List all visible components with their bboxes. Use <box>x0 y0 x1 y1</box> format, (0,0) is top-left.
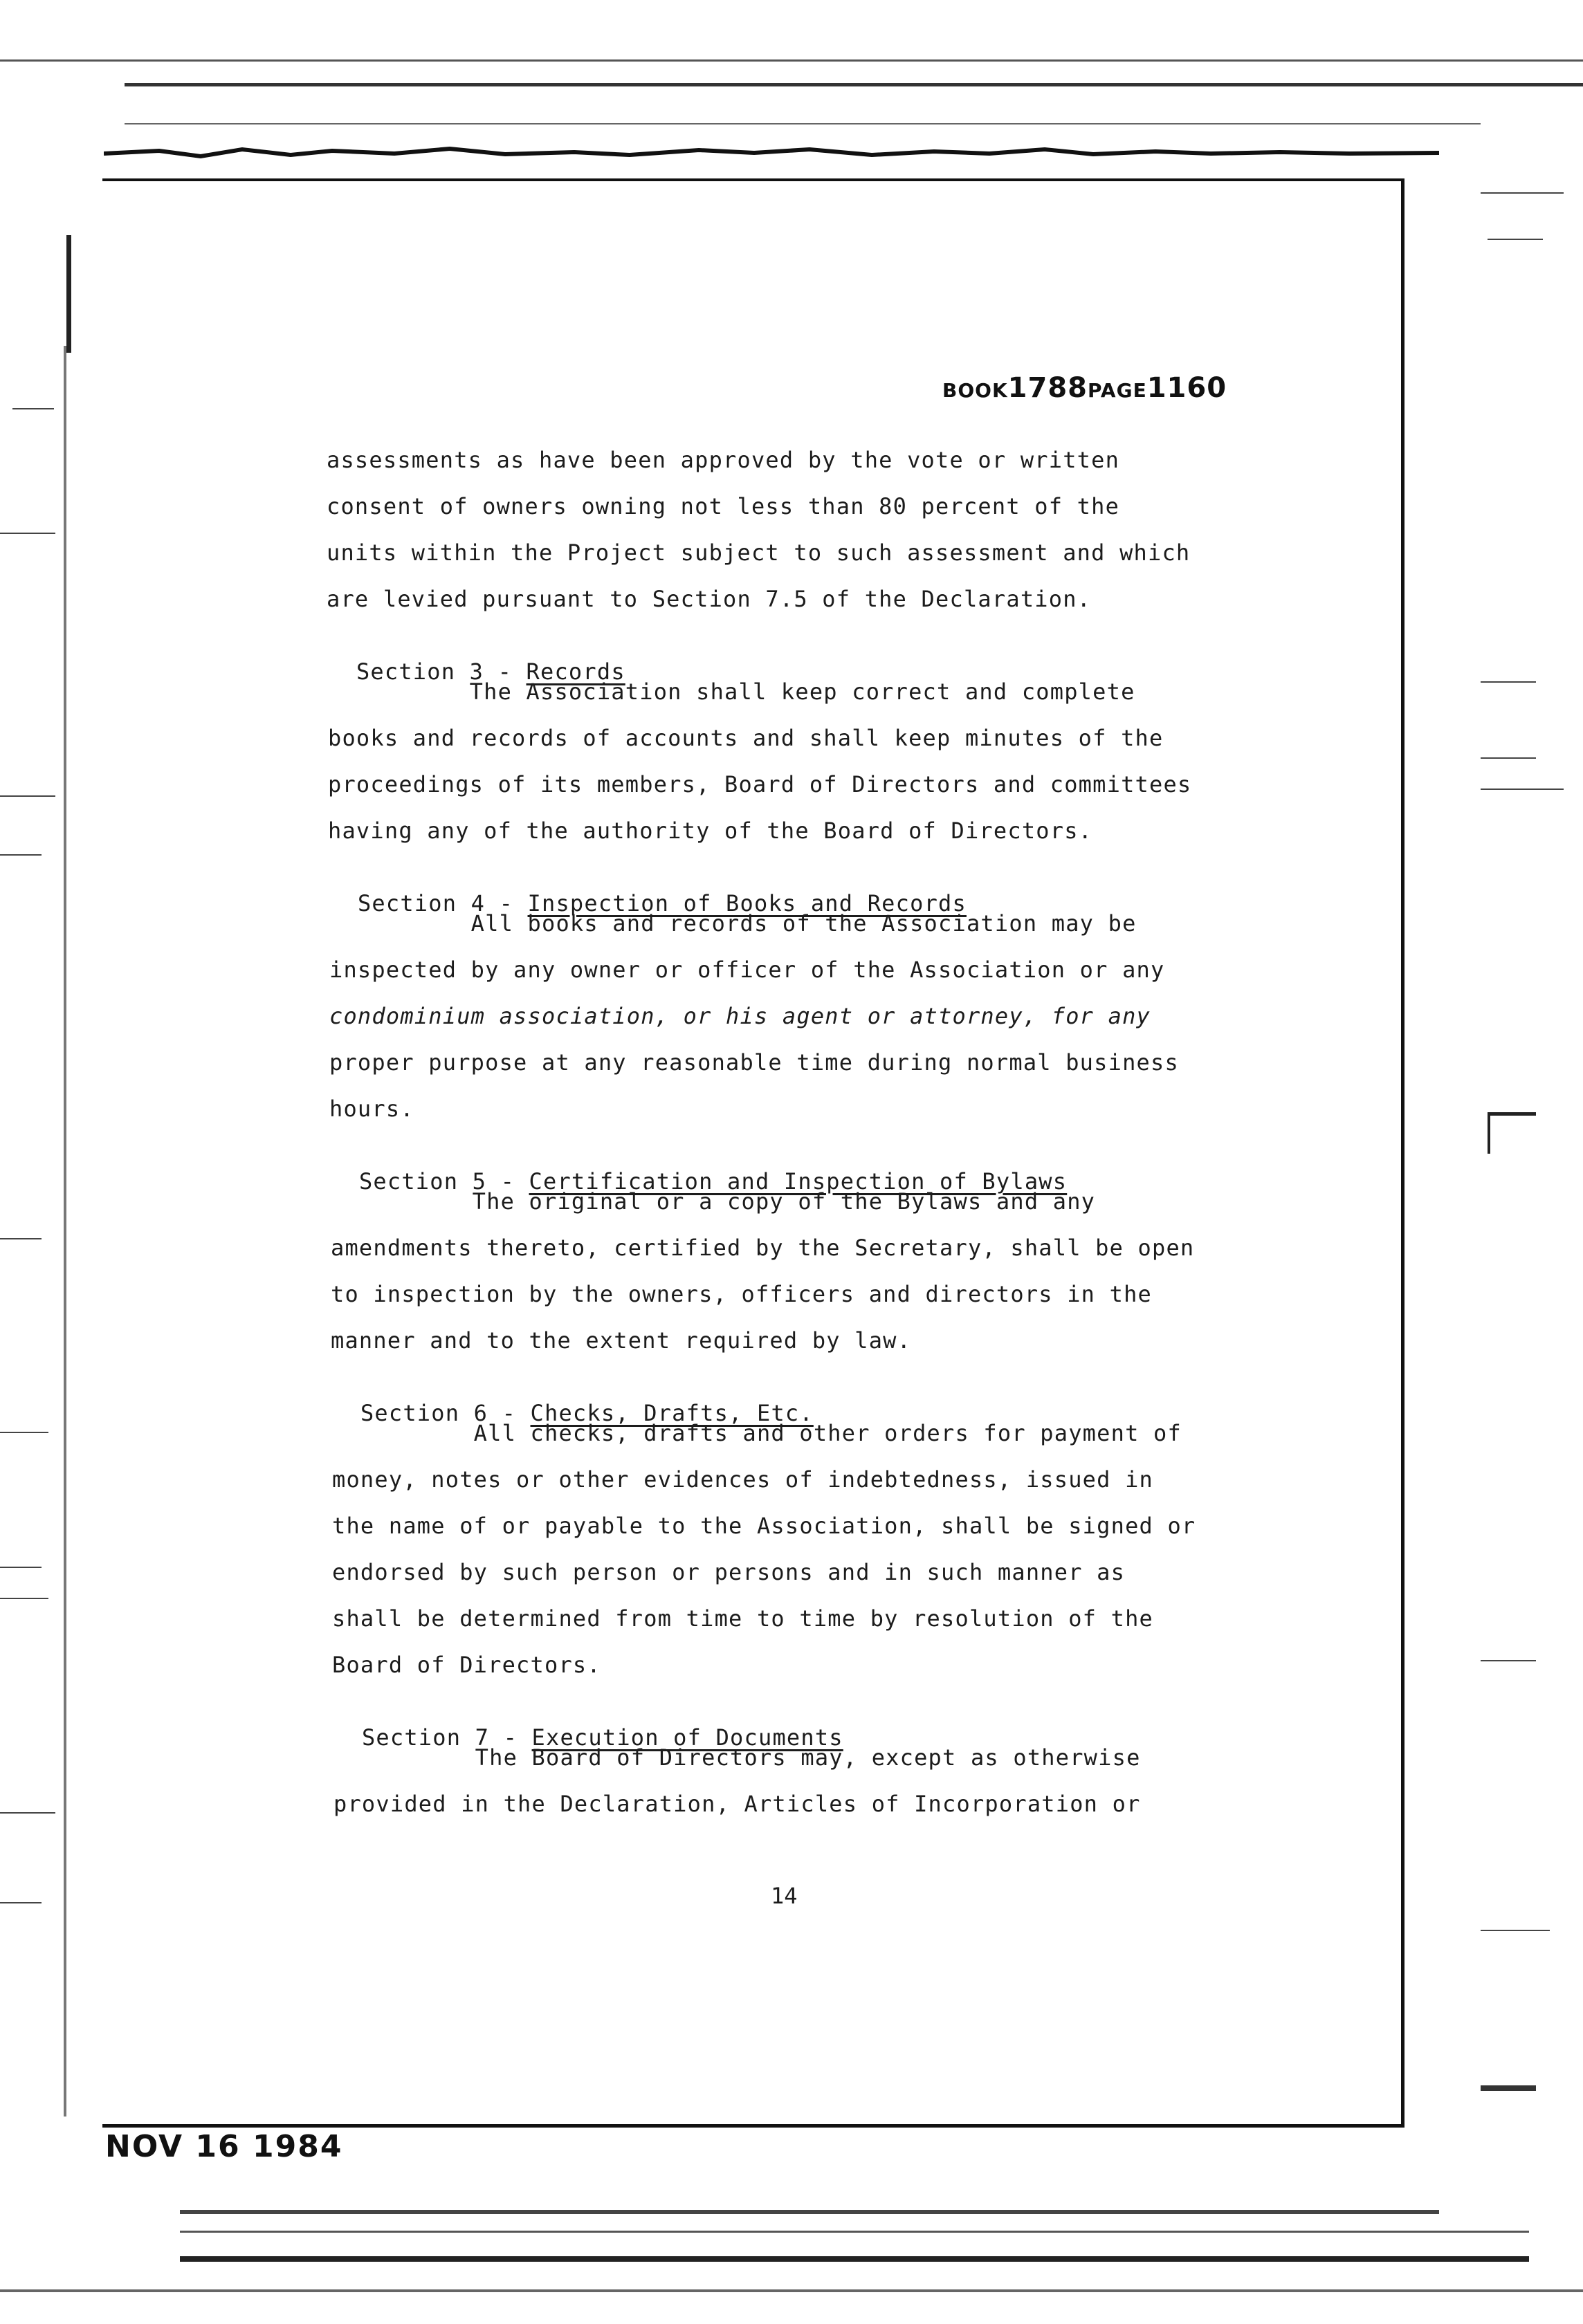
body-line: to inspection by the owners, officers and directors in the <box>331 1281 1153 1307</box>
scan-border-bottom-4 <box>0 2289 1583 2292</box>
scan-left-bar-2 <box>64 346 66 2116</box>
scan-mark <box>1481 681 1536 683</box>
scan-border-bottom-3 <box>180 2256 1529 2262</box>
scan-border-top <box>0 59 1583 62</box>
body-line: manner and to the extent required by law. <box>331 1327 912 1354</box>
section-prefix: Section 7 - <box>361 1724 532 1751</box>
scan-border-bottom <box>180 2210 1439 2214</box>
scan-mark <box>0 1902 42 1903</box>
section-heading <box>331 1142 1067 1195</box>
body-line: The Board of Directors may, except as otherwise <box>333 1744 1141 1771</box>
body-line: the name of or payable to the Association, shall be signed or <box>332 1513 1196 1539</box>
book-label: BOOK <box>942 379 1008 402</box>
body-line: All checks, drafts and other orders for payment of <box>332 1420 1182 1446</box>
body-line: condominium association, or his agent or attorney, for any <box>329 1003 1151 1029</box>
body-line: money, notes or other evidences of indebtedness, issued in <box>332 1466 1154 1493</box>
body-line: books and records of accounts and shall keep minutes of the <box>328 725 1164 751</box>
recording-date-stamp: NOV 16 1984 <box>105 2129 343 2164</box>
scan-left-bar <box>66 235 71 353</box>
body-line: shall be determined from time to time by resolution of the <box>332 1605 1154 1632</box>
body-line: inspected by any owner or officer of the Association or any <box>329 957 1165 983</box>
scan-mark <box>1481 757 1536 759</box>
section-heading <box>328 632 625 685</box>
scan-mark <box>0 1432 48 1433</box>
body-line: are levied pursuant to Section 7.5 of the Declaration. <box>327 586 1092 612</box>
scan-mark <box>0 1238 42 1239</box>
body-line: proper purpose at any reasonable time during normal business <box>329 1049 1179 1076</box>
scan-mark <box>0 854 42 856</box>
section-title: Records <box>526 658 625 685</box>
scan-border-top-3 <box>125 123 1481 124</box>
scan-mark <box>1481 192 1564 194</box>
body-line: All books and records of the Association may be <box>329 910 1137 937</box>
scan-mark <box>0 1598 48 1599</box>
body-line: The Association shall keep correct and complete <box>328 679 1135 705</box>
body-line: hours. <box>329 1096 414 1122</box>
section-title: Checks, Drafts, Etc. <box>530 1400 814 1426</box>
body-line: assessments as have been approved by the vote or written <box>327 447 1120 473</box>
scan-border-bottom-2 <box>180 2231 1529 2233</box>
page-number: 14 <box>771 1883 798 1909</box>
scan-mark <box>1481 788 1564 790</box>
section-prefix: Section 5 - <box>358 1168 529 1195</box>
section-title: Execution of Documents <box>531 1724 843 1751</box>
body-line: endorsed by such person or persons and in such manner as <box>332 1559 1126 1585</box>
book-number: 1788 <box>1007 372 1088 404</box>
section-prefix: Section 4 - <box>357 890 528 916</box>
section-title: Inspection of Books and Records <box>527 890 967 916</box>
section-title: Certification and Inspection of Bylaws <box>529 1168 1068 1195</box>
page-reference: 1160 <box>1146 372 1227 404</box>
body-line: having any of the authority of the Board of Directors. <box>328 818 1093 844</box>
scan-mark <box>1481 1660 1536 1661</box>
scan-mark <box>0 795 55 797</box>
scan-mark <box>0 1567 42 1568</box>
body-line: proceedings of its members, Board of Directors and committees <box>328 771 1192 797</box>
scan-mark <box>1488 1112 1490 1154</box>
body-line: Board of Directors. <box>332 1652 601 1678</box>
scan-mark <box>0 533 55 534</box>
scan-mark <box>1481 2085 1536 2091</box>
scan-border-top-2 <box>125 83 1583 86</box>
body-line: amendments thereto, certified by the Secretary, shall be open <box>331 1235 1195 1261</box>
scan-mark <box>0 1812 55 1814</box>
book-page-reference <box>942 372 1227 404</box>
scan-mark <box>1488 1112 1536 1116</box>
body-line: The original or a copy of the Bylaws and any <box>331 1188 1096 1215</box>
rough-top-edge <box>104 147 1439 162</box>
scan-mark <box>1488 239 1543 240</box>
scan-mark <box>12 408 54 409</box>
section-heading <box>332 1374 814 1426</box>
section-heading <box>333 1698 843 1751</box>
scan-mark <box>1481 1930 1550 1931</box>
body-line: provided in the Declaration, Articles of Incorporation or <box>333 1791 1141 1817</box>
body-line: consent of owners owning not less than 80 percent of the <box>327 493 1120 519</box>
body-line: units within the Project subject to such assessment and which <box>327 540 1191 566</box>
section-prefix: Section 6 - <box>360 1400 531 1426</box>
page-label: PAGE <box>1087 379 1147 402</box>
section-heading <box>329 864 967 916</box>
section-prefix: Section 3 - <box>356 658 527 685</box>
